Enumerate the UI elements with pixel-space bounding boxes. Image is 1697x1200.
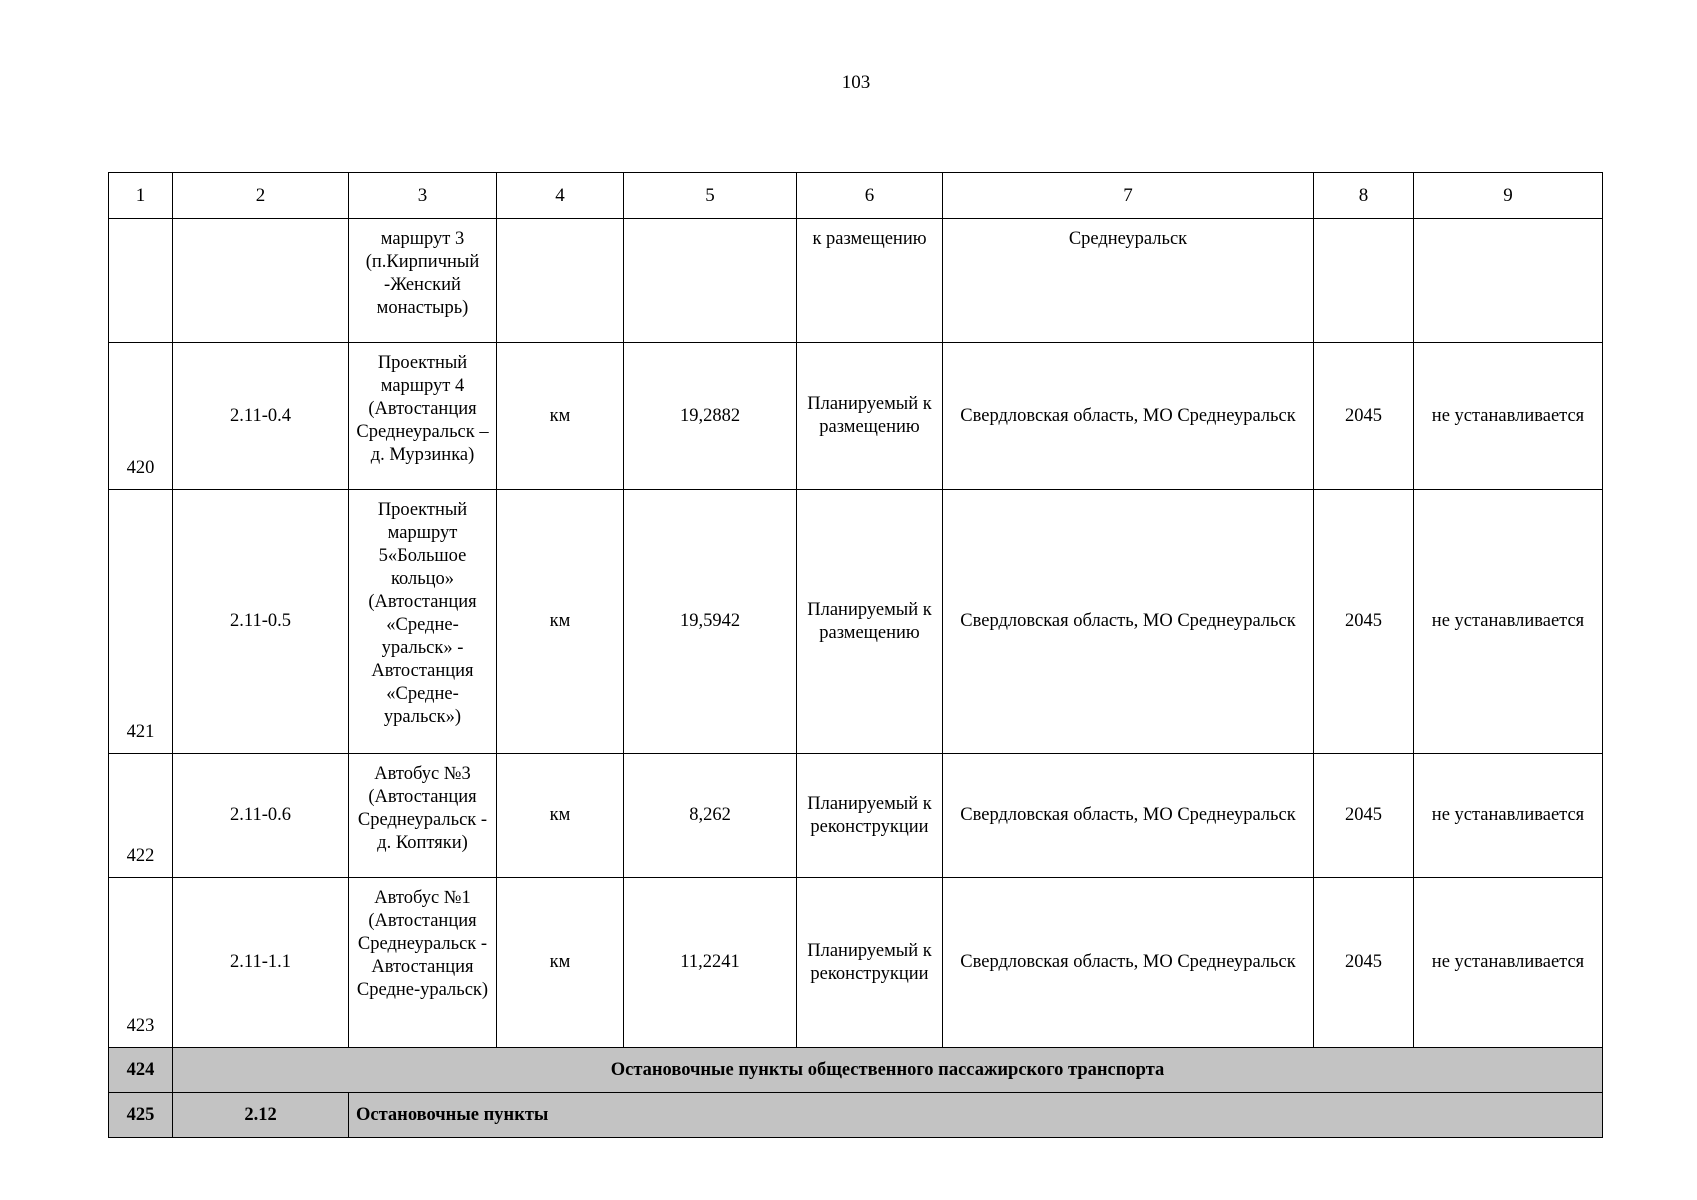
location-cell: Свердловская область, МО Среднеуральск	[943, 490, 1314, 754]
page-number: 103	[841, 72, 871, 93]
status-cell: Планируемый к размещению	[797, 343, 943, 490]
name-cell: маршрут 3 (п.Кирпичный -Женский монастырь)	[349, 219, 497, 343]
code-cell: 2.11-0.5	[173, 490, 349, 754]
value-cell: 19,2882	[624, 343, 797, 490]
column-header: 5	[624, 173, 797, 219]
column-header: 4	[497, 173, 624, 219]
year-cell: 2045	[1314, 878, 1414, 1048]
unit-cell: км	[497, 490, 624, 754]
zone-cell: не устанавливается	[1414, 343, 1603, 490]
table-row	[109, 878, 1603, 1048]
column-header: 3	[349, 173, 497, 219]
unit-cell: км	[497, 343, 624, 490]
status-cell: Планируемый к реконструкции	[797, 878, 943, 1048]
value-cell: 11,2241	[624, 878, 797, 1048]
row-number-cell: 424	[109, 1048, 173, 1093]
column-header: 6	[797, 173, 943, 219]
row-number-cell: 421	[109, 490, 173, 754]
section-row	[109, 1048, 1603, 1093]
location-cell: Свердловская область, МО Среднеуральск	[943, 754, 1314, 878]
zone-cell: не устанавливается	[1414, 754, 1603, 878]
code-cell	[173, 219, 349, 343]
name-cell: Автобус №3 (Автостанция Среднеуральск - д. Коптяки)	[349, 754, 497, 878]
column-header: 7	[943, 173, 1314, 219]
year-cell: 2045	[1314, 754, 1414, 878]
value-cell: 19,5942	[624, 490, 797, 754]
name-cell: Автобус №1 (Автостанция Среднеуральск - Автостанция Средне-уральск)	[349, 878, 497, 1048]
subsection-title: Остановочные пункты	[349, 1093, 1603, 1138]
column-header: 2	[173, 173, 349, 219]
location-cell: Среднеуральск	[943, 219, 1314, 343]
value-cell: 8,262	[624, 754, 797, 878]
code-cell: 2.12	[173, 1093, 349, 1138]
zone-cell: не устанавливается	[1414, 490, 1603, 754]
year-cell: 2045	[1314, 490, 1414, 754]
year-cell	[1314, 219, 1414, 343]
year-cell: 2045	[1314, 343, 1414, 490]
code-cell: 2.11-0.6	[173, 754, 349, 878]
code-cell: 2.11-1.1	[173, 878, 349, 1048]
table-row	[109, 343, 1603, 490]
zone-cell: не устанавливается	[1414, 878, 1603, 1048]
code-cell: 2.11-0.4	[173, 343, 349, 490]
name-cell: Проектный маршрут 5«Большое кольцо» (Автостанция «Средне-уральск» - Автостанция «Средне-уральск»)	[349, 490, 497, 754]
register-table	[108, 172, 1603, 1138]
row-number-cell: 425	[109, 1093, 173, 1138]
unit-cell: км	[497, 878, 624, 1048]
table-header-row	[109, 173, 1603, 219]
status-cell: Планируемый к размещению	[797, 490, 943, 754]
zone-cell	[1414, 219, 1603, 343]
unit-cell	[497, 219, 624, 343]
column-header: 9	[1414, 173, 1603, 219]
name-cell: Проектный маршрут 4 (Автостанция Среднеуральск – д. Мурзинка)	[349, 343, 497, 490]
table-row	[109, 490, 1603, 754]
column-header: 8	[1314, 173, 1414, 219]
value-cell	[624, 219, 797, 343]
status-cell: Планируемый к реконструкции	[797, 754, 943, 878]
row-number-cell	[109, 219, 173, 343]
row-number-cell: 422	[109, 754, 173, 878]
section-title: Остановочные пункты общественного пассажирского транспорта	[173, 1048, 1603, 1093]
row-number-cell: 420	[109, 343, 173, 490]
location-cell: Свердловская область, МО Среднеуральск	[943, 878, 1314, 1048]
table-row-continued	[109, 219, 1603, 343]
row-number-cell: 423	[109, 878, 173, 1048]
unit-cell: км	[497, 754, 624, 878]
subsection-row	[109, 1093, 1603, 1138]
table-row	[109, 754, 1603, 878]
status-cell: к размещению	[797, 219, 943, 343]
location-cell: Свердловская область, МО Среднеуральск	[943, 343, 1314, 490]
column-header: 1	[109, 173, 173, 219]
